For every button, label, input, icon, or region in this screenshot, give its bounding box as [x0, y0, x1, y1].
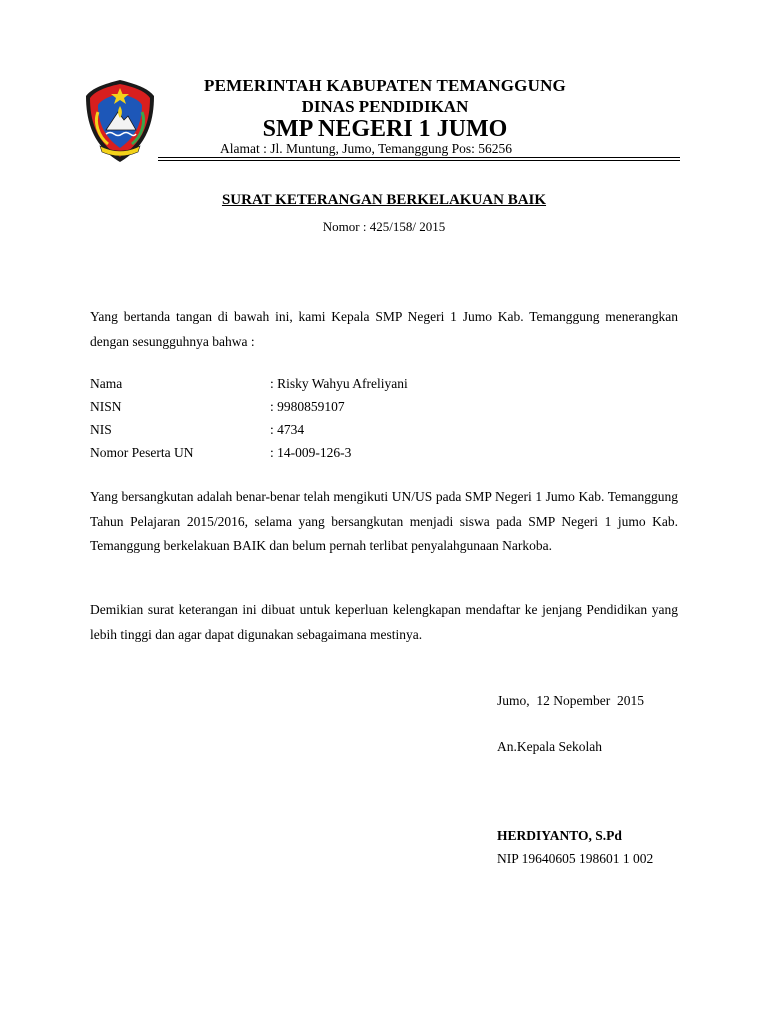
letterhead-government: PEMERINTAH KABUPATEN TEMANGGUNG — [204, 76, 566, 95]
document-title — [0, 192, 768, 209]
document-title-text: SURAT KETERANGAN BERKELAKUAN BAIK — [221, 192, 547, 208]
letterhead-school-name: SMP NEGERI 1 JUMO — [262, 116, 508, 142]
field-label: Nomor Peserta UN — [90, 445, 194, 460]
field-value: : 14-009-126-3 — [270, 445, 352, 460]
field-label: Nama — [90, 376, 123, 391]
letterhead-rule-thick — [158, 157, 680, 158]
letterhead-rule-thin — [158, 160, 680, 161]
field-value: : 9980859107 — [270, 399, 345, 414]
field-value: : Risky Wahyu Afreliyani — [270, 376, 408, 391]
signature-place-date: Jumo, 12 Nopember 2015 — [497, 693, 644, 708]
field-label: NIS — [90, 422, 112, 437]
body-paragraph: Yang bersangkutan adalah benar-benar telah mengikuti UN/US pada SMP Negeri 1 Jumo Kab. Temanggung Tahun Pelajaran 2015/2016, selama yang bersangkutan menjadi siswa pada SMP Negeri 1 jumo Kab. Temanggung berkelakuan BAIK dan belum pernah terlibat penyalahgunaan Narkoba. — [90, 489, 678, 553]
signature-nip: NIP 19640605 198601 1 002 — [497, 851, 654, 866]
document-number: Nomor : 425/158/ 2015 — [322, 219, 446, 234]
signature-role: An.Kepala Sekolah — [497, 739, 602, 754]
signature-name: HERDIYANTO, S.Pd — [497, 828, 622, 843]
field-label: NISN — [90, 399, 122, 414]
field-value: : 4734 — [270, 422, 305, 437]
closing-paragraph: Demikian surat keterangan ini dibuat untuk keperluan kelengkapan mendaftar ke jenjang Pendidikan yang lebih tinggi dan agar dapat digunakan sebagaimana mestinya. — [90, 602, 678, 642]
intro-paragraph: Yang bertanda tangan di bawah ini, kami Kepala SMP Negeri 1 Jumo Kab. Temanggung menerangkan dengan sesungguhnya bahwa : — [90, 309, 678, 349]
letterhead-address: Alamat : Jl. Muntung, Jumo, Temanggung Pos: 56256 — [220, 141, 513, 156]
letterhead-department: DINAS PENDIDIKAN — [301, 97, 469, 116]
kabupaten-emblem-icon — [84, 78, 156, 164]
